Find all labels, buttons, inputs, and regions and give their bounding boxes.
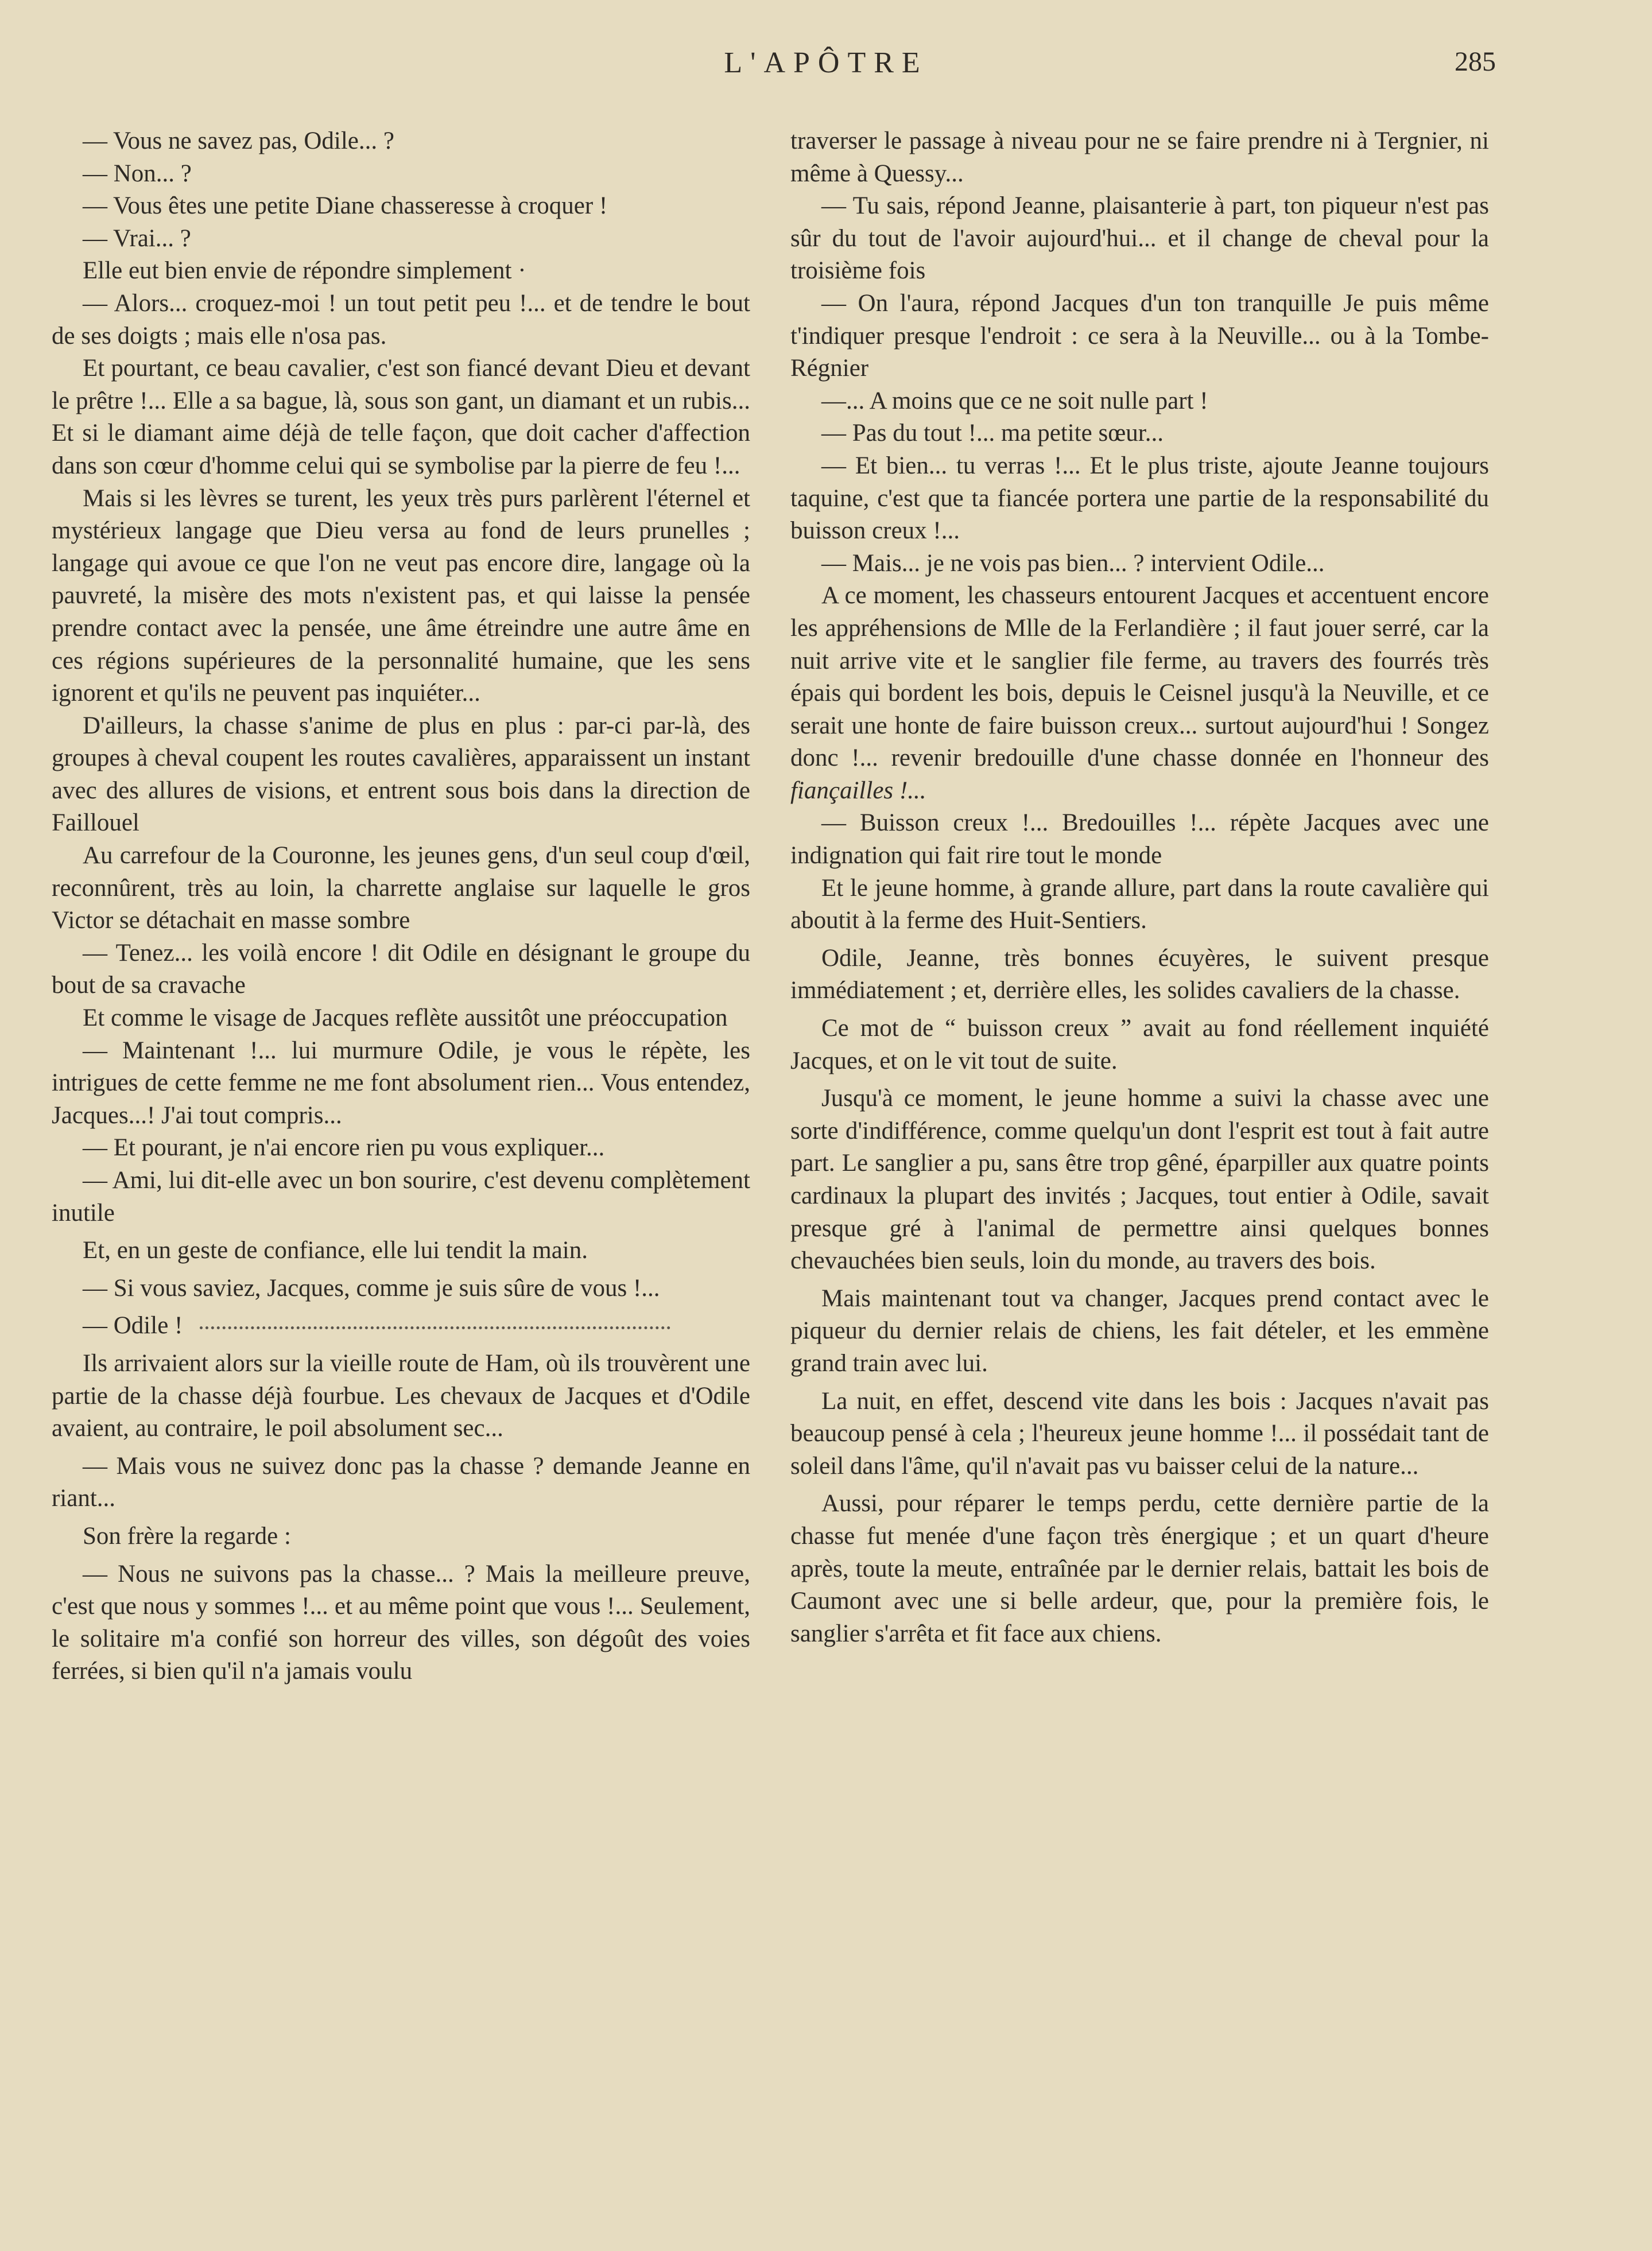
dotted-leader <box>200 1326 670 1329</box>
paragraph: — Tu sais, répond Jeanne, plaisanterie à part, ton piqueur n'est pas sûr du tout de l'avoir aujourd'hui... et il change de cheval pour la troisième fois <box>790 192 1489 285</box>
paragraph: — Tenez... les voilà encore ! dit Odile en désignant le groupe du bout de sa cravache <box>52 939 750 999</box>
paragraph: Elle eut bien envie de répondre simplement · <box>83 257 526 285</box>
page-header <box>0 46 1652 92</box>
paragraph: — Nous ne suivons pas la chasse... ? Mais la meilleure preuve, c'est que nous y sommes !... et au même point que vous !... Seulement, le solitaire m'a confié son horreur des villes, son dégoût des voies ferrées, si bien qu'il n'a jamais voulu <box>52 1560 750 1685</box>
paragraph: — On l'aura, répond Jacques d'un ton tranquille Je puis même t'indiquer presque l'endroit : ce sera à la Neuville... ou à la Tombe-Régnier <box>790 289 1489 382</box>
paragraph: — Vous ne savez pas, Odile... ? <box>83 127 394 154</box>
paragraph: — Vrai... ? <box>83 224 191 252</box>
page-number: 285 <box>1455 46 1496 77</box>
dialogue-line: — Odile ! <box>83 1312 183 1340</box>
paragraph: —... A moins que ce ne soit nulle part ! <box>821 387 1208 414</box>
paragraph: Son frère la regarde : <box>83 1522 291 1550</box>
paragraph: Et comme le visage de Jacques reflète aussitôt une préoccupation <box>83 1004 728 1032</box>
paragraph: Mais maintenant tout va changer, Jacques prend contact avec le piqueur du dernier relais de chiens, les fait dételer, et les emmène grand train avec lui. <box>790 1284 1489 1377</box>
paragraph: — Buisson creux !... Bredouilles !... répète Jacques avec une indignation qui fait rire tout le monde <box>790 809 1489 870</box>
paragraph: La nuit, en effet, descend vite dans les bois : Jacques n'avait pas beaucoup pensé à cela ; l'heureux jeune homme !... il possédait tant de soleil dans l'âme, qu'il n'avait pas vu baisser celui de la nature... <box>790 1387 1489 1480</box>
left-column <box>52 125 750 1688</box>
paragraph: Aussi, pour réparer le temps perdu, cette dernière partie de la chasse fut menée d'une façon très énergique ; et un quart d'heure après, toute la meute, entraînée par le dernier relais, battait les bois de Caumont avec une si belle ardeur, que, pour la première fois, le sanglier s'arrêta et fit face aux chiens. <box>790 1490 1489 1647</box>
paragraph: Et, en un geste de confiance, elle lui tendit la main. <box>83 1237 588 1264</box>
paragraph-with-leaders <box>52 1310 750 1342</box>
paragraph: Au carrefour de la Couronne, les jeunes gens, d'un seul coup d'œil, reconnûrent, très au loin, la charrette anglaise sur laquelle le gros Victor se détachait en masse sombre <box>52 842 750 934</box>
paragraph: — Et pourant, je n'ai encore rien pu vous expliquer... <box>83 1134 605 1162</box>
paragraph: Mais si les lèvres se turent, les yeux très purs parlèrent l'éternel et mystérieux langage que Dieu versa au fond de leurs prunelles ; langage qui avoue ce que l'on ne veut pas encore dire, langage où la pauvreté, la misère des mots n'existent pas, et qui laisse la pensée prendre contact avec la pensée, une âme étreindre une autre âme en ces régions supérieures de la personnalité humaine, que les sens ignorent et qu'ils ne peuvent pas inquiéter... <box>52 484 750 707</box>
paragraph: Et pourtant, ce beau cavalier, c'est son fiancé devant Dieu et devant le prêtre !... Elle a sa bague, là, sous son gant, un diamant et un rubis... Et si le diamant aime déjà de telle façon, que doit cacher d'affection dans son cœur d'homme celui qui se symbolise par la pierre de feu !... <box>52 355 750 479</box>
paragraph: Et le jeune homme, à grande allure, part dans la route cavalière qui aboutit à la ferme des Huit-Sentiers. <box>790 874 1489 934</box>
paragraph: — Non... ? <box>83 160 192 187</box>
paragraph <box>790 580 1489 807</box>
paragraph: — Maintenant !... lui murmure Odile, je vous le répète, les intrigues de cette femme ne me font absolument rien... Vous entendez, Jacques...! J'ai tout compris... <box>52 1037 750 1129</box>
running-title: L'APÔTRE <box>724 46 928 79</box>
paragraph: Odile, Jeanne, très bonnes écuyères, le suivent presque immédiatement ; et, derrière elles, les solides cavaliers de la chasse. <box>790 944 1489 1004</box>
paragraph-continued: traverser le passage à niveau pour ne se faire prendre ni à Tergnier, ni même à Quessy... <box>790 127 1489 187</box>
paragraph: — Mais... je ne vois pas bien... ? intervient Odile... <box>821 549 1325 577</box>
paragraph: Jusqu'à ce moment, le jeune homme a suivi la chasse avec une sorte d'indifférence, comme quelqu'un dont l'esprit est tout à fait autre part. Le sanglier a pu, sans être trop gêné, éparpiller aux quatre points cardinaux la plupart des invités ; Jacques, tout entier à Odile, savait presque gré à l'animal de permettre ainsi quelques bonnes chevauchées bien seuls, loin du monde, au travers des bois. <box>790 1085 1489 1275</box>
paragraph: Ce mot de “ buisson creux ” avait au fond réellement inquiété Jacques, et on le vit tout de suite. <box>790 1015 1489 1074</box>
paragraph: — Alors... croquez-moi ! un tout petit peu !... et de tendre le bout de ses doigts ; mais elle n'osa pas. <box>52 289 750 350</box>
paragraph: — Et bien... tu verras !... Et le plus triste, ajoute Jeanne toujours taquine, c'est que ta fiancée portera une partie de la responsabilité du buisson creux !... <box>790 452 1489 545</box>
paragraph: — Vous êtes une petite Diane chasseresse à croquer ! <box>83 192 608 220</box>
italic-word: fiançailles !... <box>790 777 926 804</box>
paragraph: — Ami, lui dit-elle avec un bon sourire, c'est devenu complètement inutile <box>52 1167 750 1227</box>
paragraph: Ils arrivaient alors sur la vieille route de Ham, où ils trouvèrent une partie de la chasse déjà fourbue. Les chevaux de Jacques et d'Odile avaient, au contraire, le poil absolument sec... <box>52 1349 750 1442</box>
paragraph: — Mais vous ne suivez donc pas la chasse ? demande Jeanne en riant... <box>52 1452 750 1512</box>
paragraph: D'ailleurs, la chasse s'anime de plus en plus : par-ci par-là, des groupes à cheval coupent les routes cavalières, apparaissent un instant avec des allures de visions, et entrent sous bois dans la direction de Faillouel <box>52 712 750 837</box>
paragraph: — Si vous saviez, Jacques, comme je suis sûre de vous !... <box>83 1274 660 1302</box>
paragraph: — Pas du tout !... ma petite sœur... <box>821 420 1164 447</box>
paragraph-text: A ce moment, les chasseurs entourent Jacques et accentuent encore les appréhensions de Mlle de la Ferlandière ; il faut jouer serré, car la nuit arrive vite et le sanglier file ferme, au travers des fourrés très épais qui bordent les bois, depuis le Ceisnel jusqu'à la Neuville, et ce serait une honte de faire buisson creux... surtout aujourd'hui ! Songez donc !... revenir bredouille d'une chasse donnée en l'honneur des <box>790 582 1489 772</box>
right-column <box>790 125 1489 1650</box>
